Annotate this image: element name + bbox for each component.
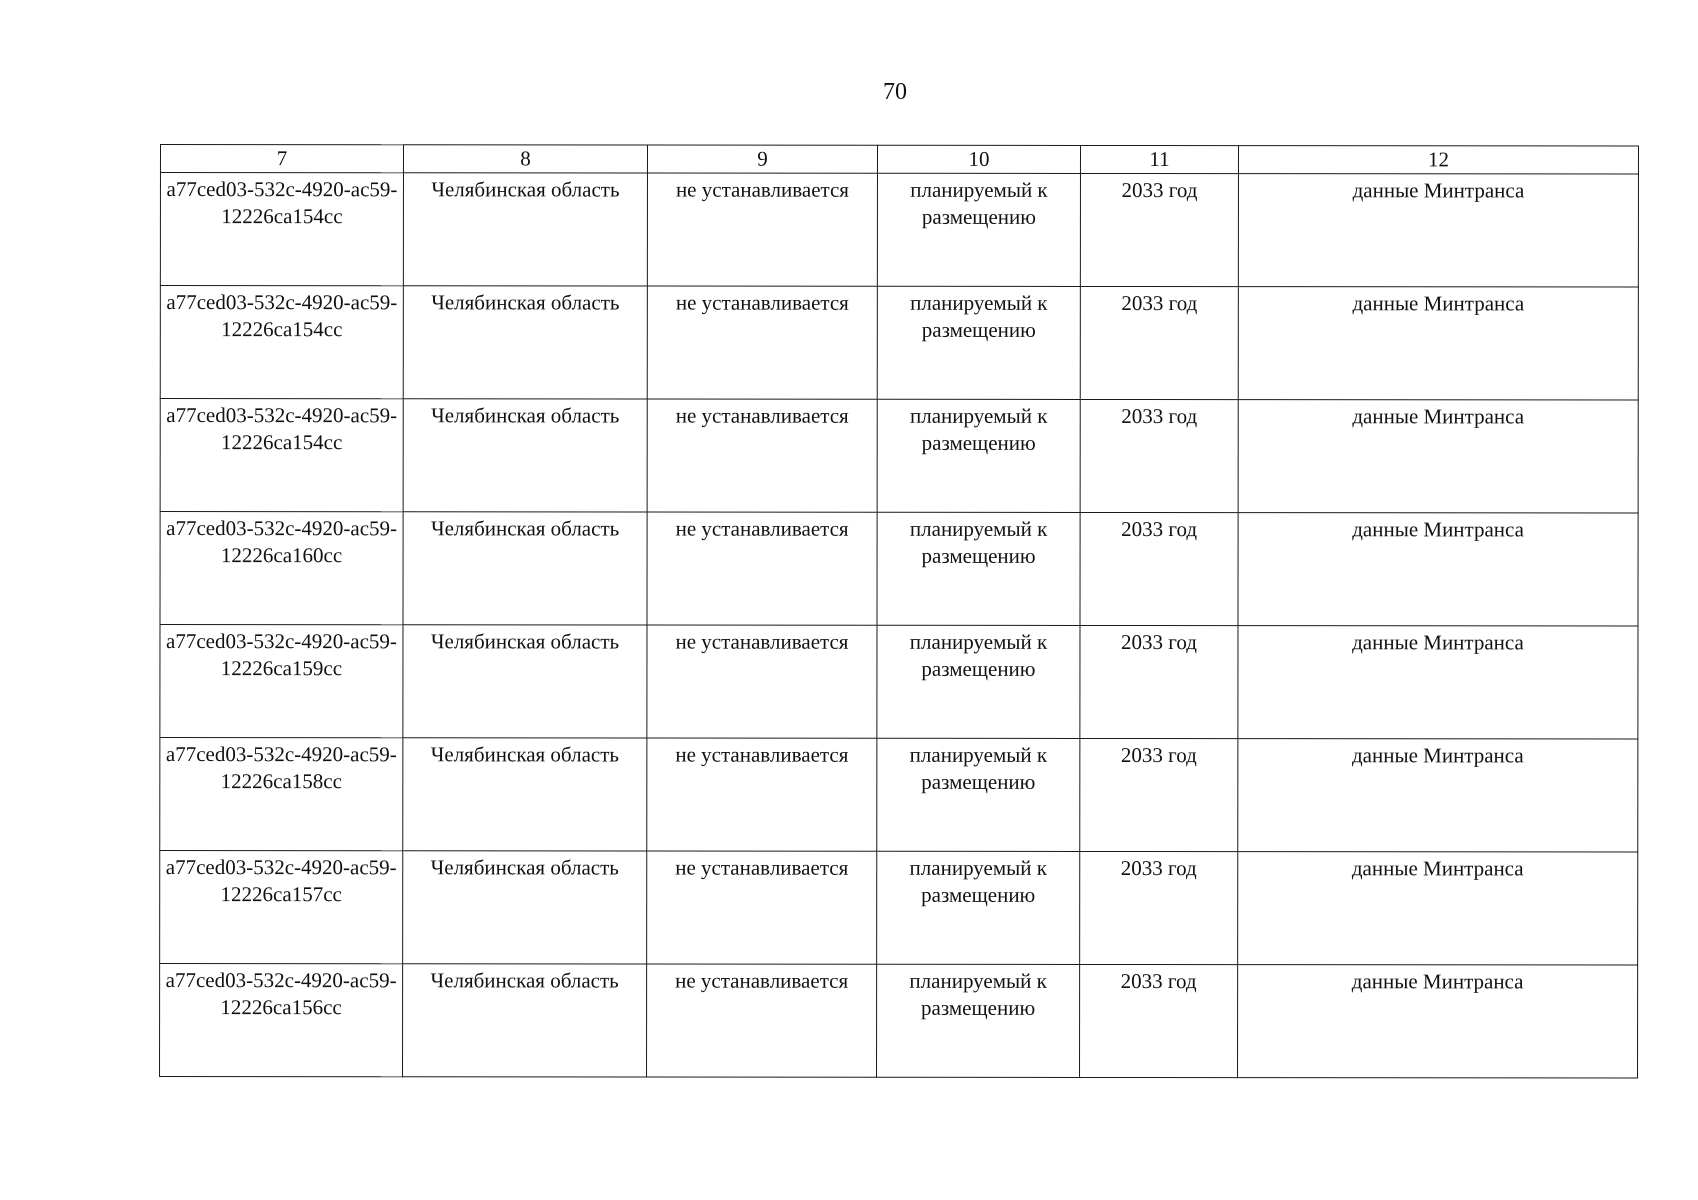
object-id-cell: a77ced03-532c-4920-ac59-12226ca154cc xyxy=(160,173,403,286)
year-cell: 2033 год xyxy=(1080,738,1238,851)
year-cell: 2033 год xyxy=(1080,512,1238,625)
zone-cell: не устанавливается xyxy=(647,173,877,286)
column-header-11: 11 xyxy=(1080,145,1238,173)
region-cell: Челябинская область xyxy=(403,625,647,738)
column-header-7: 7 xyxy=(160,145,403,173)
zone-cell: не устанавливается xyxy=(647,625,877,738)
status-cell: планируемый к размещению xyxy=(877,286,1080,399)
source-cell: данные Минтранса xyxy=(1238,965,1638,1078)
year-cell: 2033 год xyxy=(1080,851,1238,964)
year-cell: 2033 год xyxy=(1080,625,1238,738)
zone-cell: не устанавливается xyxy=(647,964,877,1077)
object-id-cell: a77ced03-532c-4920-ac59-12226ca156cc xyxy=(160,964,403,1077)
status-cell: планируемый к размещению xyxy=(877,738,1080,851)
status-cell: планируемый к размещению xyxy=(877,851,1080,964)
table-row xyxy=(160,738,1638,853)
status-cell: планируемый к размещению xyxy=(877,399,1080,512)
table-row xyxy=(160,851,1638,966)
source-cell: данные Минтранса xyxy=(1238,626,1638,739)
column-header-9: 9 xyxy=(647,145,877,173)
year-cell: 2033 год xyxy=(1080,964,1238,1077)
object-id-cell: a77ced03-532c-4920-ac59-12226ca158cc xyxy=(160,738,403,851)
zone-cell: не устанавливается xyxy=(647,399,877,512)
table-body xyxy=(160,173,1639,1079)
status-cell: планируемый к размещению xyxy=(877,173,1080,286)
column-header-10: 10 xyxy=(877,145,1080,173)
object-id-cell: a77ced03-532c-4920-ac59-12226ca159cc xyxy=(160,625,403,738)
source-cell: данные Минтранса xyxy=(1238,174,1638,287)
page-number: 70 xyxy=(883,79,907,105)
source-cell: данные Минтранса xyxy=(1238,513,1638,626)
column-header-8: 8 xyxy=(403,145,647,173)
region-cell: Челябинская область xyxy=(403,738,647,851)
zone-cell: не устанавливается xyxy=(647,286,877,399)
object-id-cell: a77ced03-532c-4920-ac59-12226ca160cc xyxy=(160,512,403,625)
status-cell: планируемый к размещению xyxy=(877,512,1080,625)
zone-cell: не устанавливается xyxy=(647,851,877,964)
region-cell: Челябинская область xyxy=(403,286,647,399)
header-row xyxy=(160,145,1638,175)
year-cell: 2033 год xyxy=(1080,399,1238,512)
table-row xyxy=(160,286,1638,401)
source-cell: данные Минтранса xyxy=(1238,739,1638,852)
table-header xyxy=(160,145,1638,175)
table-row xyxy=(160,399,1638,514)
year-cell: 2033 год xyxy=(1080,286,1238,399)
region-cell: Челябинская область xyxy=(403,512,647,625)
table-row xyxy=(160,173,1638,288)
source-cell: данные Минтранса xyxy=(1238,400,1638,513)
object-id-cell: a77ced03-532c-4920-ac59-12226ca157cc xyxy=(160,851,403,964)
zone-cell: не устанавливается xyxy=(647,738,877,851)
region-cell: Челябинская область xyxy=(403,851,647,964)
status-cell: планируемый к размещению xyxy=(877,625,1080,738)
status-cell: планируемый к размещению xyxy=(877,964,1080,1077)
region-cell: Челябинская область xyxy=(403,964,647,1077)
data-table xyxy=(159,144,1639,1079)
region-cell: Челябинская область xyxy=(403,399,647,512)
table-row xyxy=(160,625,1638,740)
object-id-cell: a77ced03-532c-4920-ac59-12226ca154cc xyxy=(160,399,403,512)
region-cell: Челябинская область xyxy=(403,173,647,286)
source-cell: данные Минтранса xyxy=(1238,852,1638,965)
column-header-12: 12 xyxy=(1238,146,1638,174)
zone-cell: не устанавливается xyxy=(647,512,877,625)
table-row xyxy=(160,512,1638,627)
source-cell: данные Минтранса xyxy=(1238,287,1638,400)
object-id-cell: a77ced03-532c-4920-ac59-12226ca154cc xyxy=(160,286,403,399)
year-cell: 2033 год xyxy=(1080,173,1238,286)
table-row xyxy=(160,964,1638,1079)
